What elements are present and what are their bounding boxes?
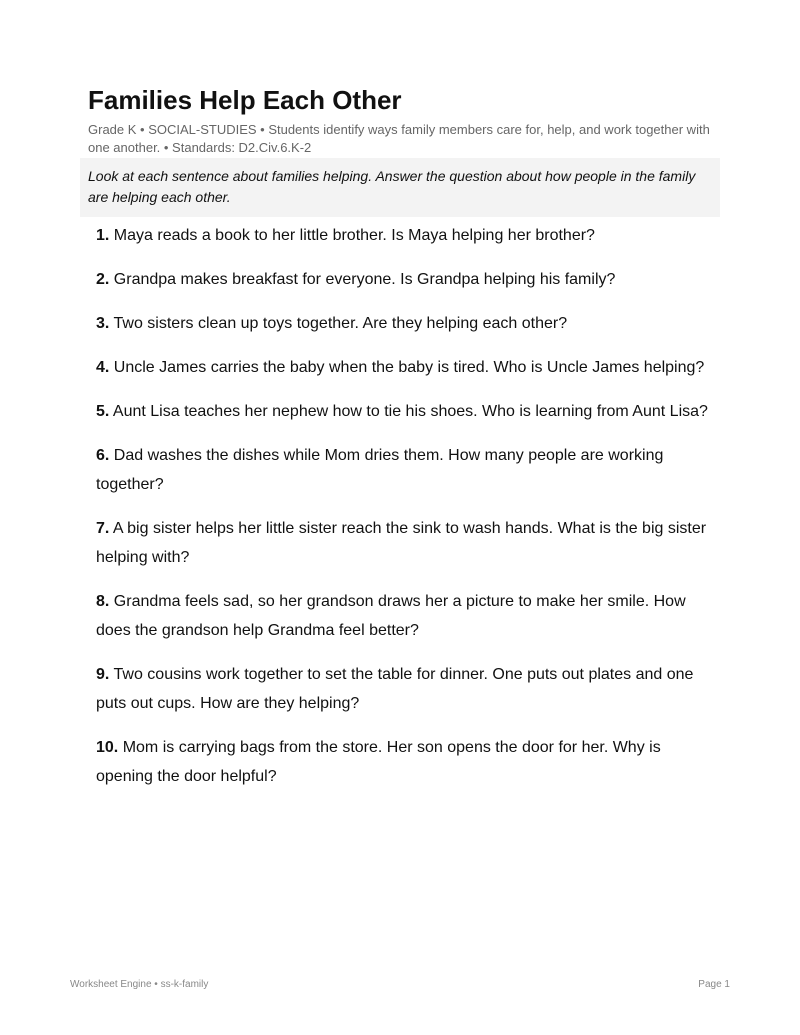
question-text: Two cousins work together to set the table for dinner. One puts out plates and one puts out cups. How are they helping? bbox=[96, 666, 694, 712]
instructions-box: Look at each sentence about families helping. Answer the question about how people in the family are helping each other. bbox=[80, 158, 720, 217]
question-text: Grandpa makes breakfast for everyone. Is Grandpa helping his family? bbox=[113, 271, 616, 288]
question-text: Uncle James carries the baby when the baby is tired. Who is Uncle James helping? bbox=[113, 359, 705, 376]
question-item bbox=[96, 309, 720, 338]
question-number: 4. bbox=[96, 359, 110, 376]
worksheet-title: Families Help Each Other bbox=[88, 85, 402, 115]
question-item bbox=[96, 587, 720, 645]
question-number: 2. bbox=[96, 271, 110, 288]
question-text: Aunt Lisa teaches her nephew how to tie his shoes. Who is learning from Aunt Lisa? bbox=[112, 403, 708, 420]
question-text: A big sister helps her little sister reach the sink to wash hands. What is the big sister helping with? bbox=[96, 520, 707, 566]
question-item bbox=[96, 733, 720, 791]
question-text: Maya reads a book to her little brother. Is Maya helping her brother? bbox=[113, 227, 595, 244]
question-text: Dad washes the dishes while Mom dries them. How many people are working together? bbox=[96, 447, 664, 493]
question-number: 3. bbox=[96, 315, 110, 332]
worksheet-subtitle: Grade K • SOCIAL-STUDIES • Students identify ways family members care for, help, and work together with one another. • Standards: D2.Civ.6.K-2 bbox=[88, 122, 710, 155]
question-item bbox=[96, 514, 720, 572]
page-number: Page 1 bbox=[698, 979, 730, 990]
question-list bbox=[96, 221, 720, 806]
question-number: 7. bbox=[96, 520, 110, 537]
question-number: 8. bbox=[96, 593, 110, 610]
question-number: 6. bbox=[96, 447, 110, 464]
question-number: 5. bbox=[96, 403, 110, 420]
question-text: Two sisters clean up toys together. Are they helping each other? bbox=[113, 315, 568, 332]
question-item bbox=[96, 353, 720, 382]
question-item bbox=[96, 660, 720, 718]
question-item bbox=[96, 265, 720, 294]
question-item bbox=[96, 221, 720, 250]
question-text: Grandma feels sad, so her grandson draws her a picture to make her smile. How does the grandson help Grandma feel better? bbox=[96, 593, 686, 639]
question-item bbox=[96, 441, 720, 499]
question-number: 9. bbox=[96, 666, 110, 683]
question-number: 10. bbox=[96, 739, 119, 756]
footer-source: Worksheet Engine • ss-k-family bbox=[70, 979, 209, 990]
question-item bbox=[96, 397, 720, 426]
question-number: 1. bbox=[96, 227, 110, 244]
question-text: Mom is carrying bags from the store. Her son opens the door for her. Why is opening the door helpful? bbox=[96, 739, 661, 785]
